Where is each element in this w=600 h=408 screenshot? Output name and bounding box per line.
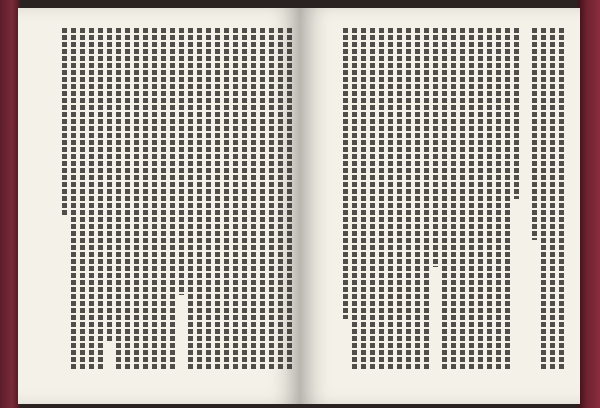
book-cover-edge-left (0, 0, 20, 408)
text-column (397, 28, 402, 370)
text-column (287, 28, 292, 370)
text-column (559, 28, 564, 370)
text-column (442, 28, 447, 370)
text-column (98, 28, 103, 370)
text-column (224, 28, 229, 370)
text-column (215, 28, 220, 370)
text-column (125, 28, 130, 370)
left-page (18, 8, 300, 404)
text-column (505, 28, 510, 370)
text-column (179, 28, 184, 295)
text-column (71, 28, 76, 370)
text-column (152, 28, 157, 370)
text-column (370, 28, 375, 370)
text-column (415, 28, 420, 370)
text-column (143, 28, 148, 370)
text-column (269, 28, 274, 370)
text-column (496, 28, 501, 370)
text-column (278, 28, 283, 370)
text-column (80, 28, 85, 370)
text-column (469, 28, 474, 370)
text-column (424, 28, 429, 370)
text-column (352, 28, 357, 370)
text-column (406, 28, 411, 370)
text-column (116, 28, 121, 370)
text-column (487, 28, 492, 370)
text-column (460, 28, 465, 370)
text-column (550, 28, 555, 370)
text-column (541, 28, 546, 370)
text-column (107, 28, 112, 343)
text-column (197, 28, 202, 370)
text-column (478, 28, 483, 370)
right-page-text-block (322, 28, 564, 370)
text-column (388, 28, 393, 370)
text-column (379, 28, 384, 370)
text-column (170, 28, 175, 370)
text-column (233, 28, 238, 370)
text-column (242, 28, 247, 370)
text-column (89, 28, 94, 370)
text-column (161, 28, 166, 370)
text-column (188, 28, 193, 370)
text-column (433, 28, 438, 267)
text-column (451, 28, 456, 370)
text-column (62, 28, 67, 216)
text-column (251, 28, 256, 370)
text-column (343, 28, 348, 319)
left-page-text-block (44, 28, 292, 370)
book-cover-edge-right (578, 0, 600, 408)
text-column (134, 28, 139, 370)
text-column (260, 28, 265, 370)
text-column (361, 28, 366, 370)
text-column (206, 28, 211, 370)
text-column (514, 28, 519, 199)
text-column (532, 28, 537, 240)
right-page (300, 8, 580, 404)
